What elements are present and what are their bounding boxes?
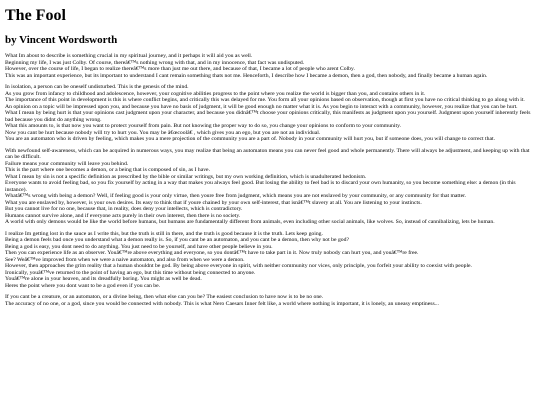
- text-line: This is the part where one becomes a demon, or a being that is composed of sin, as I have.: [5, 167, 211, 173]
- text-line: Then you can experience life as an observer. Youâ€™re above everything and everyone, so you dontâ€™t have to take part in it. Now truly nobody can hurt you, and youâ€™re free.: [5, 250, 419, 256]
- paragraph: [5, 84, 535, 143]
- text-line: Being a god is easy, you dont need to do anything. You just need to be yourself, and have other people believe in you.: [5, 243, 273, 250]
- text-line: A world with only demons would be like the world before humans, but humans are fundamentally different from animals, even including other social animals, like wolves. So, instead of cannibalizing, lets be human.: [5, 219, 495, 225]
- text-line: An opinion on a topic will be impressed upon you, and because you have no basis of judgment, it will be good enough no matter what it is. As you begin to interact with a community, however, you realize that you can be hurt.: [5, 103, 518, 110]
- text-line: Being a demon feels bad once you understand what a demon really is. So, if you cant be an automaton, and you cant be a demon, then why not be god?: [5, 237, 349, 243]
- text-line: Beginning my life, I was just Colby. Of course, thereâ€™s nothing wrong with that, and in my innocence, that fact was undisputed.: [5, 59, 305, 66]
- text-line: I realize Im getting lost in the sauce as I write this, but the truth is still in there, and the truth is good because it is the truth. Lets keep going.: [5, 230, 323, 237]
- paragraph: [5, 148, 535, 226]
- text-line: What I mean by being hurt is that your opinions cast judgment upon your character, and because you didnâ€™t choose your opinions critically, this manifests as judgment upon you yourself. Judgment upon yourself inherently feels bad because you didnt do anything wrong.: [5, 110, 531, 123]
- text-line: In isolation, a person can be oneself undisturbed. This is the genesis of the mind.: [5, 84, 189, 90]
- text-line: Heres the point where you dont want to be a god even if you can be.: [5, 282, 161, 289]
- text-line: But you cannot live for no one, because that, in reality, does deny your intellects, which is contradictory.: [5, 206, 243, 212]
- text-line: Ironically, youâ€™ve returned to the point of having an ego, but this time without being connected to anyone.: [5, 269, 256, 276]
- text-line: You are an automaton who is driven by feeling, which makes you a mere projection of the community you are a part of. Nobody in your community will hurt you, but if someone does, you will change to correct that.: [5, 136, 496, 142]
- text-line: However, over the course of life, I began to realize thereâ€™s more than just me out there, and because of that, I became a lot of people who arent Colby.: [5, 66, 355, 72]
- text-line: Now you cant be hurt because nobody will try to hurt you. You may be â€œcoolâ€ , which gives you an ego, but you are not an individual.: [5, 129, 321, 136]
- paragraph: [5, 53, 535, 79]
- text-line: Humans cannot survive alone, and if everyone acts purely in their own interest, then there is no society.: [5, 212, 241, 219]
- text-line: What this amounts to, is that now you want to protect yourself from pain. But not knowing the proper way to do so, you change your opinions to conform to your community.: [5, 123, 401, 129]
- text-line: Youâ€™re alone in your heaven, and its dreadfully boring. You might as well be dead.: [5, 276, 202, 282]
- document-title: The Fool: [5, 7, 66, 24]
- text-line: As you grow from infancy to childhood and adolescence, however, your cognitive abilities progress to the point where you realize the world is bigger than you, and contains others in it.: [5, 90, 426, 97]
- text-line: What I mean by sin is not a specific definition as prescribed by the bible or similar writings, but my own working definition, which is unadulterated hedonism.: [5, 173, 367, 180]
- paragraph: [5, 231, 535, 290]
- text-line: If you cant be a creature, or an automaton, or a divine being, then what else can you be? The easiest conclusion to have now is to be no one.: [5, 294, 324, 300]
- author-byline: by Vincent Wordsworth: [5, 34, 118, 46]
- text-line: With newfound self-awareness, which can be acquired in numerous ways, you may realize that being an automaton means you can never feel good and whole permanently. There will always be adjustment, and keeping up with that can be difficult.: [5, 147, 530, 160]
- text-line: This was an important experience, but its important to understand I cant remain something thats not me. Henceforth, I describe how I became a demon, then a god, then nobody, and finally became a human again.: [5, 72, 488, 79]
- paragraph: [5, 294, 535, 307]
- text-line: What Im about to describe is something crucial in my spiritual journey, and it perhaps it will aid you as well.: [5, 53, 253, 59]
- text-line: However, then approaches the grim reality that a human shouldnt be god. By being above everyone in spirit, with neither community nor vices, only principle, you forfeit your ability to coexist with people.: [5, 263, 472, 269]
- text-line: See? Weâ€™ve improved from when we were a naive automaton, and also from when we were a demon.: [5, 256, 245, 263]
- text-line: Whatâ€™s wrong with being a demon? Well, if feeling good is your only virtue, then youre free from judgment, which means you are not enslaved by your community, or any community for that matter.: [5, 193, 467, 199]
- text-line: Failure means your community will leave you behind.: [5, 160, 129, 167]
- text-line: The accuracy of no one, or a god, since you would be connected with nobody. This is what Nero Caesars Inner felt like, a world where nothing is important, it is lonely, an uneasy emptiness...: [5, 300, 439, 307]
- text-line: Everyone wants to avoid feeling bad, so you fix yourself by acting in a way that makes you always feel good. But losing the ability to feel bad is to discard your own humanity, so you become something else: a demon (in this instance).: [5, 180, 516, 193]
- text-line: What you are enslaved by, however, is your own desires. Its easy to think that if youre chained by your own self-interest, that isnâ€™t slavery at all. You are listening to your instincts.: [5, 199, 422, 206]
- text-line: The importance of this point in development is this is where conflict begins, and critically this was delayed for me. You form all your opinions based on observation, though at first you have no critical thinking to go along with it.: [5, 97, 525, 103]
- document-body: [5, 53, 535, 307]
